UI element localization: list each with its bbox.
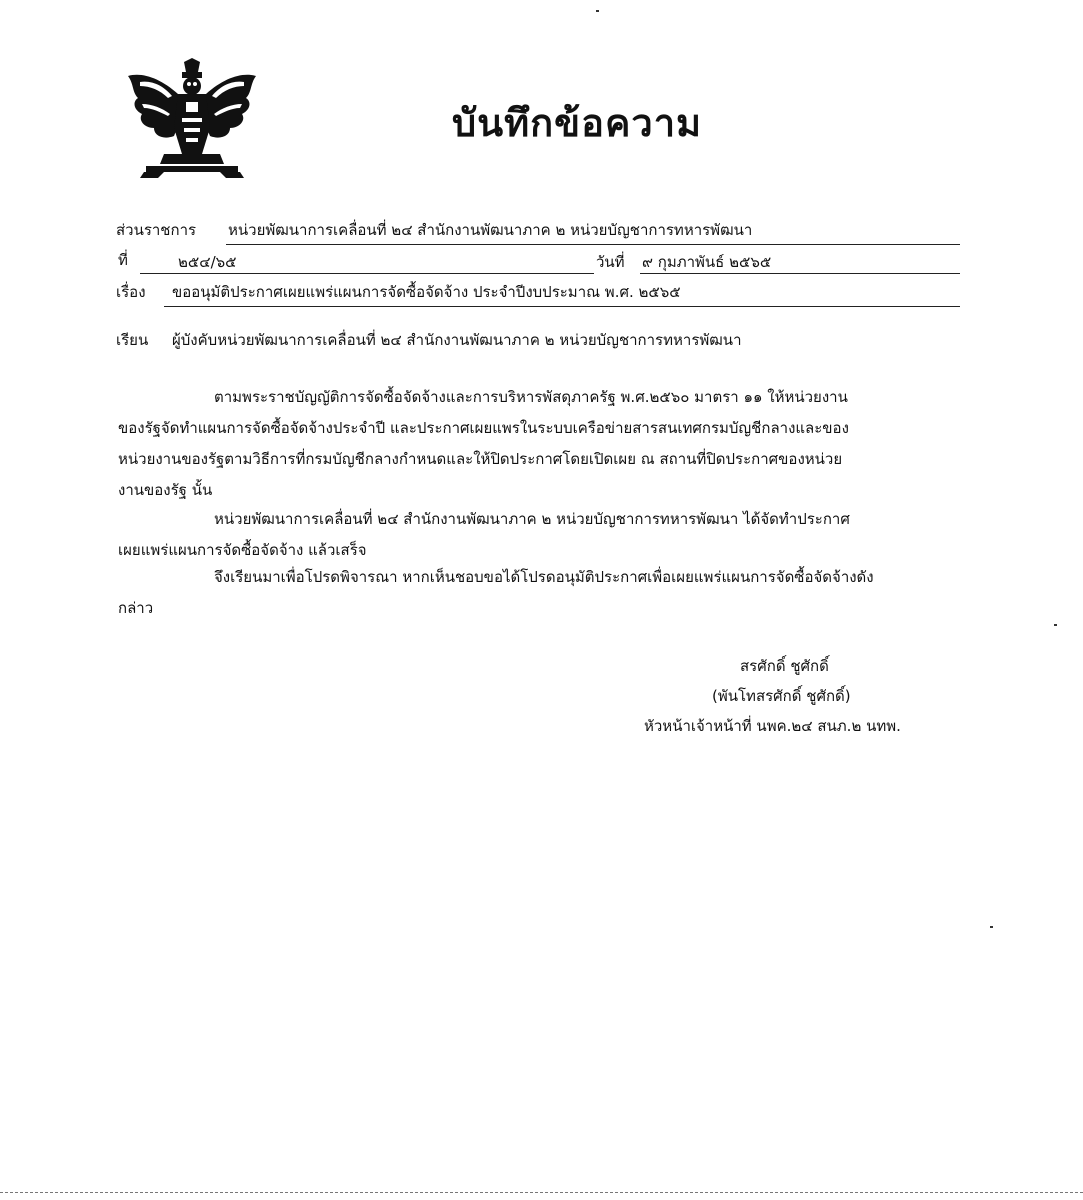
- body-paragraph-2: [118, 504, 958, 566]
- signature-position: หัวหน้าเจ้าหน้าที่ นพค.๒๔ สนภ.๒ นทพ.: [644, 717, 901, 735]
- body-line: หน่วยงานของรัฐตามวิธีการที่กรมบัญชีกลางกำหนดและให้ปิดประกาศโดยเปิดเผย ณ สถานที่ปิดประกาศของหน่วย: [118, 450, 843, 468]
- garuda-emblem: [124, 58, 260, 178]
- body-line: กล่าว: [118, 599, 154, 617]
- date-value: ๙ กุมภาพันธ์ ๒๕๖๕: [642, 253, 772, 271]
- salutation-label: เรียน: [116, 331, 149, 349]
- body-line: เผยแพร่แผนการจัดซื้อจัดจ้าง แล้วเสร็จ: [118, 541, 367, 559]
- scan-edge: [0, 1192, 1083, 1193]
- ref-underline: [140, 273, 594, 274]
- subject-label: เรื่อง: [116, 283, 146, 301]
- date-underline: [640, 273, 960, 274]
- ref-label: ที่: [118, 251, 128, 269]
- scan-speck: [596, 10, 599, 12]
- salutation-value: ผู้บังคับหน่วยพัฒนาการเคลื่อนที่ ๒๔ สำนักงานพัฒนาภาค ๒ หน่วยบัญชาการทหารพัฒนา: [172, 331, 742, 349]
- subject-value: ขออนุมัติประกาศเผยแพร่แผนการจัดซื้อจัดจ้าง ประจำปีงบประมาณ พ.ศ. ๒๕๖๕: [172, 283, 681, 301]
- department-underline: [226, 244, 960, 245]
- ref-value: ๒๕๔/๖๕: [178, 253, 237, 271]
- scan-speck: [1054, 624, 1057, 626]
- body-line: จึงเรียนมาเพื่อโปรดพิจารณา หากเห็นชอบขอได้โปรดอนุมัติประกาศเพื่อเผยแพร่แผนการจัดซื้อจัดจ้างดัง: [214, 568, 874, 586]
- date-label: วันที่: [596, 253, 625, 271]
- body-line: งานของรัฐ นั้น: [118, 481, 213, 499]
- department-label: ส่วนราชการ: [116, 221, 197, 239]
- subject-underline: [164, 306, 960, 307]
- department-value: หน่วยพัฒนาการเคลื่อนที่ ๒๔ สำนักงานพัฒนาภาค ๒ หน่วยบัญชาการทหารพัฒนา: [228, 221, 753, 239]
- body-line: ตามพระราชบัญญัติการจัดซื้อจัดจ้างและการบริหารพัสดุภาครัฐ พ.ศ.๒๕๖๐ มาตรา ๑๑ ให้หน่วยงาน: [214, 388, 848, 406]
- body-paragraph-3: [118, 562, 958, 624]
- scan-speck: [990, 926, 993, 928]
- body-line: หน่วยพัฒนาการเคลื่อนที่ ๒๔ สำนักงานพัฒนาภาค ๒ หน่วยบัญชาการทหารพัฒนา ได้จัดทำประกาศ: [214, 510, 850, 528]
- signature-name: สรศักดิ์ ชูศักดิ์: [740, 657, 829, 675]
- body-line: ของรัฐจัดทำแผนการจัดซื้อจัดจ้างประจำปี และประกาศเผยแพรในระบบเครือข่ายสารสนเทศกรมบัญชีกลางและของ: [118, 419, 849, 437]
- body-paragraph-1: [118, 382, 958, 506]
- signature-full-name: (พันโทสรศักดิ์ ชูศักดิ์): [712, 687, 851, 705]
- memo-title: บันทึกข้อความ: [452, 101, 703, 145]
